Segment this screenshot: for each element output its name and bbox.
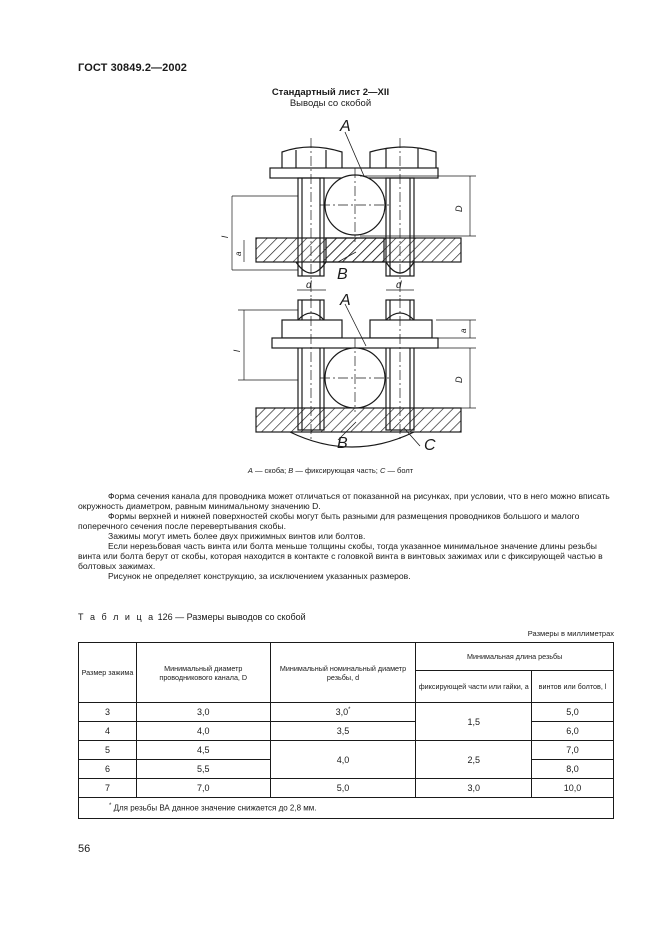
document-header: ГОСТ 30849.2—2002 [78, 62, 188, 74]
table-footnote [79, 798, 614, 819]
header-thread-length: Минимальная длина резьбы [416, 643, 614, 671]
table-caption-prefix: Т а б л и ц а [78, 612, 156, 622]
header-min-diameter: Минимальный диаметр проводникового канала, D [136, 643, 270, 703]
cell-d: 4,0 [270, 741, 416, 779]
footnote-mark: * [348, 707, 351, 713]
table-units: Размеры в миллиметрах [527, 629, 614, 638]
cell-d: 5,0 [270, 779, 416, 798]
dimensions-table [78, 642, 614, 819]
table-caption-number: 126 [157, 612, 173, 622]
table-row [79, 703, 614, 722]
label-b-bottom: B [337, 435, 348, 452]
table-row [79, 722, 614, 741]
paragraph-4: Если нерезьбовая часть винта или болта меньше толщины скобы, тогда указанное минимальное значение длины резьбы винта или болта берут от скобы, которая находится в контакте с головкой винта в винтовых зажимах или с фиксирующей частью в болтовых зажимах. [78, 541, 603, 571]
cell-d: 3,5 [270, 722, 416, 741]
legend-a-text: — скоба; [252, 466, 289, 475]
label-l-bottom: l [232, 350, 242, 352]
label-a-dim-top: a [234, 251, 243, 256]
table-caption-text: — Размеры выводов со скобой [175, 612, 306, 622]
label-a-bottom: A [340, 292, 351, 309]
label-D-bottom: D [454, 376, 464, 383]
header-screws: винтов или болтов, l [532, 671, 614, 703]
cell-d-value: 3,0 [335, 707, 349, 717]
label-d-left: d [306, 280, 312, 291]
paragraph-3: Зажимы могут иметь более двух прижимных винтов или болтов. [108, 531, 366, 541]
header-fixing-part: фиксирующей части или гайки, a [416, 671, 532, 703]
cell-D: 3,0 [136, 703, 270, 722]
paragraph-2: Формы верхней и нижней поверхностей скобы могут быть разными для размещения проводников большого и малого поперечного сечения после перевертывания скобы. [78, 511, 580, 531]
cell-size: 7 [79, 779, 137, 798]
legend-b-key: B [288, 466, 294, 475]
table-row [79, 779, 614, 798]
legend-c-key: C [379, 466, 386, 475]
cell-d [270, 703, 416, 722]
sheet-title: Стандартный лист 2—XII [271, 87, 390, 98]
cell-D: 4,5 [136, 741, 270, 760]
paragraph-5: Рисунок не определяет конструкцию, за исключением указанных размеров. [108, 571, 411, 581]
label-D-top: D [454, 205, 464, 212]
label-a-dim-bottom: a [459, 328, 468, 333]
label-d-right: d [396, 280, 402, 291]
legend-b-text: — фиксирующая часть; [293, 466, 380, 475]
cell-l: 5,0 [532, 703, 614, 722]
label-b-top: B [337, 266, 348, 283]
page-number: 56 [78, 843, 91, 855]
legend-a-key: A [247, 466, 253, 475]
cell-a: 1,5 [416, 703, 532, 741]
paragraph-1: Форма сечения канала для проводника может отличаться от показанной на рисунках, при условии, что в него можно вписать окружность диаметром, равным минимальному значению D. [78, 491, 610, 511]
cell-a: 2,5 [416, 741, 532, 779]
cell-size: 6 [79, 760, 137, 779]
header-nominal-diameter: Минимальный номинальный диаметр резьбы, d [270, 643, 416, 703]
cell-size: 4 [79, 722, 137, 741]
header-size: Размер зажима [79, 643, 137, 703]
sheet-subtitle: Выводы со скобой [289, 98, 372, 109]
legend-c-text: — болт [385, 466, 414, 475]
cell-l: 7,0 [532, 741, 614, 760]
cell-size: 3 [79, 703, 137, 722]
footnote-text: Для резьбы ВА данное значение снижается до 2,8 мм. [113, 803, 317, 813]
label-a-top: A [340, 118, 351, 135]
cell-D: 5,5 [136, 760, 270, 779]
cell-l: 6,0 [532, 722, 614, 741]
table-row [79, 741, 614, 760]
cell-size: 5 [79, 741, 137, 760]
cell-a: 3,0 [416, 779, 532, 798]
cell-D: 7,0 [136, 779, 270, 798]
table-caption [78, 612, 306, 622]
footnote-mark: * [109, 803, 112, 810]
drawing-legend [0, 466, 661, 475]
body-text [78, 491, 614, 581]
label-c: C [424, 437, 436, 454]
cell-D: 4,0 [136, 722, 270, 741]
label-l-top: l [220, 236, 230, 238]
cell-l: 8,0 [532, 760, 614, 779]
cell-l: 10,0 [532, 779, 614, 798]
